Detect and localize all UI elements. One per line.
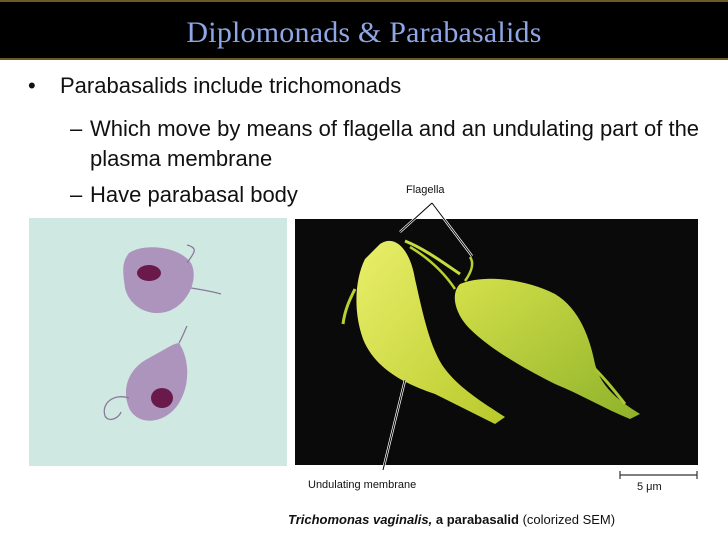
bullet-sub-2-text: Have parabasal body: [90, 182, 298, 207]
caption-note: (colorized SEM): [518, 512, 616, 527]
caption-species: Trichomonas vaginalis,: [288, 512, 433, 527]
undulating-membrane-label: Undulating membrane: [308, 479, 417, 491]
scale-bar-label: 5 μm: [637, 481, 662, 493]
slide-title: Diplomonads & Parabasalids: [186, 16, 542, 49]
flagella-label: Flagella: [406, 184, 445, 196]
bullet-mark: •: [28, 73, 36, 98]
figure-caption: [288, 512, 615, 527]
bullet-sub-1-text: Which move by means of flagella and an undulating part of the plasma membrane: [90, 116, 700, 171]
bullet-main-text: Parabasalids include trichomonads: [60, 73, 402, 98]
dash-mark: –: [70, 116, 83, 141]
dash-mark: –: [70, 182, 83, 207]
scale-bar: [620, 471, 697, 479]
caption-desc: a parabasalid: [432, 512, 519, 527]
